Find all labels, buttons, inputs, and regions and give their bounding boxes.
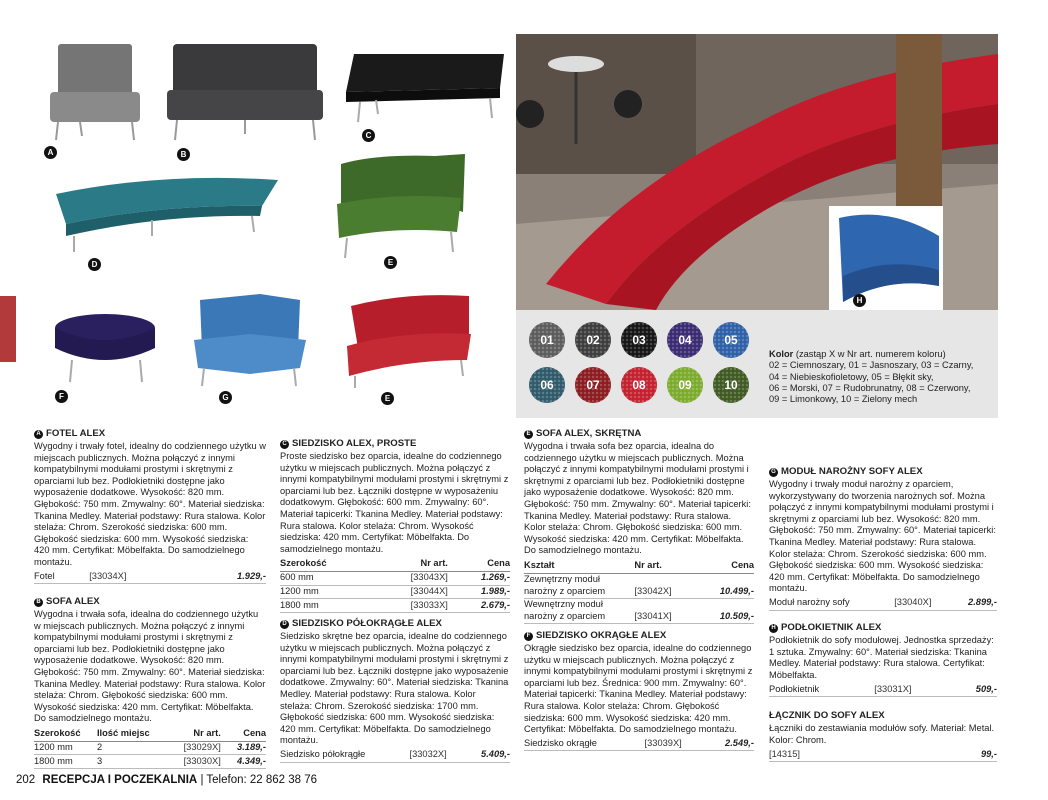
page-footer — [16, 774, 317, 786]
column-header: Nr art. — [634, 559, 696, 573]
letter-badge: F — [524, 632, 533, 641]
swatch-03: 03 — [621, 322, 657, 358]
cell-name: Siedzisko półokrągłe — [280, 749, 409, 762]
product-description: Wygodna i trwała sofa, idealna do codziennego użytku w miejscach publicznych. Można połączyć z innymi kompatybilnymi modułami prostymi i skrętnymi z oparciami lub bez. Podłokietniki dostępne jako wyposażenie dodatkowe. Wysokość: 820 mm. Głębokość: 750 mm. Zmywalny: 60°. Materiał siedziska: Tkanina Medley. Materiał podstawy: Rura stalowa. Kolor stelaża: Chrom. Głębokość siedziska: 600 mm. Wysokość siedziska: 420 mm. Certyfikat: Möbelfakta. Do samodzielnego montażu. — [34, 609, 266, 724]
badge-b: B — [177, 148, 190, 161]
product-image-c-bench — [340, 48, 510, 128]
product-image-g-corner-module — [190, 290, 310, 390]
table-row — [769, 597, 997, 610]
cell-art: [33029X] — [168, 741, 227, 755]
cell-width: 1800 mm — [280, 599, 370, 613]
column-header: Ilość miejsc — [97, 727, 168, 741]
cell-art: [33041X] — [634, 598, 696, 623]
cell-art: [33030X] — [168, 755, 227, 769]
cell-price: 99,- — [919, 748, 997, 761]
badge-d: D — [88, 258, 101, 271]
cell-price: 2.679,- — [454, 599, 510, 613]
section-name: RECEPCJA I POCZEKALNIA — [42, 774, 198, 786]
swatch-08: 08 — [621, 367, 657, 403]
color-legend-line: 04 = Niebieskofioletowy, 05 = Błękit sky, — [769, 371, 934, 382]
cell-price: 10.499,- — [697, 573, 754, 598]
column-header: Cena — [697, 559, 754, 573]
product-description: Okrągłe siedzisko bez oparcia, idealne do codziennego użytku w miejscach publicznych. Można połączyć z innymi kompatybilnymi modułami prostymi i skrętnymi z oparciami lub bez. Średnica: 900 mm. Zmywalny: 60°. Materiał tapicerki: Tkanina Medley. Materiał podstawy: Rura stalowa. Kolor stelaża: Chrom. Głębokość siedziska: 600 mm. Wysokość siedziska: 420 mm. Certyfikat: Möbelfakta. Do samodzielnego montażu. — [524, 643, 753, 735]
cell-price: 1.269,- — [454, 571, 510, 585]
price-table — [769, 597, 997, 611]
product-block-connector — [769, 710, 997, 762]
page-number: 202 — [16, 774, 36, 786]
cell-price: 10.509,- — [697, 598, 754, 623]
letter-badge: A — [34, 430, 43, 439]
cell-name: Fotel — [34, 571, 89, 584]
swatch-09: 09 — [667, 367, 703, 403]
table-row — [524, 738, 754, 751]
table-row — [769, 748, 997, 761]
letter-badge: H — [769, 624, 778, 633]
section-tab — [0, 296, 16, 362]
product-title: MODUŁ NAROŻNY SOFY ALEX — [781, 466, 923, 477]
product-description: Wygodny i trwały fotel, idealny do codziennego użytku w miejscach publicznych. Można połączyć z innymi kompatybilnymi modułami prostymi i skrętnymi z oparciami lub bez. Podłokietniki dostępne jako wyposażenie dodatkowe. Wysokość: 820 mm. Głębokość: 750 mm. Zmywalny: 60°. Materiał siedziska: Tkanina Medley. Materiał podstawy: Rura stalowa. Kolor stelaża: Chrom. Szerokość siedziska: 600 mm. Głębokość siedziska: 600 mm. Wysokość siedziska: 420 mm. Certyfikat: Möbelfakta. Do samodzielnego montażu. — [34, 441, 266, 567]
column-header: Szerokość — [34, 727, 97, 741]
letter-badge: G — [769, 468, 778, 477]
cell-width: 1800 mm — [34, 755, 97, 769]
cell-name: Siedzisko okrągłe — [524, 738, 645, 751]
color-legend-line: 09 = Limonkowy, 10 = Zielony mech — [769, 394, 918, 405]
cell-price: 5.409,- — [466, 749, 510, 762]
price-table — [769, 683, 997, 697]
product-title: SIEDZISKO PÓŁOKRĄGŁE ALEX — [292, 618, 442, 629]
price-table — [34, 727, 266, 769]
product-image-e-curved-sofa-green — [335, 152, 470, 262]
price-table — [769, 748, 997, 762]
color-legend-label: Kolor — [769, 349, 794, 359]
color-legend-line: 02 = Ciemnoszary, 01 = Jasnoszary, 03 = Czarny, — [769, 360, 974, 371]
badge-g: G — [219, 391, 232, 404]
column-header: Nr art. — [370, 557, 454, 571]
cell-price: 1.989,- — [454, 585, 510, 599]
color-legend — [769, 349, 989, 405]
cell-price: 3.189,- — [227, 741, 266, 755]
cell-price: 4.349,- — [227, 755, 266, 769]
table-row — [280, 571, 510, 585]
price-table — [34, 571, 266, 585]
letter-badge: B — [34, 598, 43, 607]
cell-seats: 3 — [97, 755, 168, 769]
product-block-f — [524, 630, 754, 751]
cell-name: Moduł narożny sofy — [769, 597, 894, 610]
price-table — [280, 749, 510, 763]
cell-art: [33042X] — [634, 573, 696, 598]
product-block-e — [524, 428, 754, 624]
cell-art: [33033X] — [370, 599, 454, 613]
price-table — [524, 738, 754, 752]
product-title: PODŁOKIETNIK ALEX — [781, 622, 882, 633]
table-row — [34, 755, 266, 769]
cell-price: 2.549,- — [706, 738, 754, 751]
cell-width: 600 mm — [280, 571, 370, 585]
column-header: Nr art. — [168, 727, 227, 741]
letter-badge: E — [524, 430, 533, 439]
badge-e-bottom: E — [381, 392, 394, 405]
cell-price: 2.899,- — [952, 597, 997, 610]
cell-art: [33032X] — [409, 749, 466, 762]
product-block-c — [280, 438, 510, 613]
badge-a: A — [44, 146, 57, 159]
price-table — [280, 557, 510, 612]
cell-width: 1200 mm — [280, 585, 370, 599]
product-description: Wygodna i trwała sofa bez oparcia, idealna do codziennego użytku w miejscach publicznych. Można połączyć z innymi kompatybilnymi modułami prostymi i skrętnymi z oparciami lub bez. Podłokietniki dostępne jako wyposażenie dodatkowe. Wysokość: 820 mm. Głębokość: 750 mm. Zmywalny: 60°. Materiał tapicerki: Tkanina Medley. Materiał podstawy: Rura stalowa. Kolor stelaża: Chrom. Głębokość siedziska: 600 mm. Wysokość siedziska: 420 mm. Certyfikat: Möbelfakta. Do samodzielnego montażu. — [524, 441, 751, 556]
product-title: SOFA ALEX — [46, 596, 100, 607]
badge-f: F — [55, 390, 68, 403]
cell-name: Podłokietnik — [769, 683, 874, 696]
product-block-d — [280, 618, 510, 763]
cell-art: [14315] — [769, 748, 919, 761]
product-image-d-curved-bench — [52, 176, 282, 256]
badge-h: H — [853, 294, 866, 307]
column-header: Cena — [454, 557, 510, 571]
table-row — [280, 749, 510, 762]
table-row — [769, 683, 997, 696]
product-block-b — [34, 596, 266, 769]
cell-name: Zewnętrzny moduł narożny z oparciem — [524, 573, 634, 598]
cell-art: [33039X] — [645, 738, 707, 751]
swatch-04: 04 — [667, 322, 703, 358]
product-image-e-curved-sofa-red — [345, 290, 475, 390]
badge-e-top: E — [384, 256, 397, 269]
cell-width: 1200 mm — [34, 741, 97, 755]
product-image-f-round-seat — [50, 310, 160, 390]
cell-art: [33031X] — [874, 683, 952, 696]
color-legend-line: 06 = Morski, 07 = Rudobrunatny, 08 = Czerwony, — [769, 382, 971, 393]
cell-seats: 2 — [97, 741, 168, 755]
cell-art: [33043X] — [370, 571, 454, 585]
table-row — [280, 599, 510, 613]
swatch-06: 06 — [529, 367, 565, 403]
table-row — [34, 741, 266, 755]
product-description: Podłokietnik do sofy modułowej. Jednostka sprzedaży: 1 sztuka. Zmywalny: 60°. Materiał siedziska: Tkanina Medley. Materiał podstawy: Rura stalowa. Certyfikat: Möbelfakta. — [769, 635, 994, 680]
color-legend-hint: (zastąp X w Nr art. numerem koloru) — [795, 349, 946, 359]
product-block-a — [34, 428, 266, 584]
letter-badge: D — [280, 620, 289, 629]
swatch-01: 01 — [529, 322, 565, 358]
footer-phone: | Telefon: 22 862 38 76 — [200, 774, 318, 786]
product-description: Łączniki do zestawiania modułów sofy. Materiał: Metal. Kolor: Chrom. — [769, 723, 995, 745]
product-description: Siedzisko skrętne bez oparcia, idealne do codziennego użytku w miejscach publicznych. Można połączyć z innymi kompatybilnymi modułami prostymi i skrętnymi z oparciami lub bez. Łączniki dostępne jako wyposażenie dodatkowe. Zmywalny: 60°. Materiał siedziska: Tkanina Medley. Materiał podstawy: Rura stalowa. Kolor stelaża: Chrom. Szerokość siedziska: 1700 mm. Głębokość siedziska: 600 mm. Wysokość siedziska: 420 mm. Certyfikat: Möbelfakta. Do samodzielnego montażu. — [280, 631, 509, 746]
product-title: FOTEL ALEX — [46, 428, 106, 439]
swatch-05: 05 — [713, 322, 749, 358]
product-title: SOFA ALEX, SKRĘTNA — [536, 428, 642, 439]
swatch-02: 02 — [575, 322, 611, 358]
product-description: Wygodny i trwały moduł narożny z oparciem, wykorzystywany do tworzenia narożnych sof. Można połączyć z innymi kompatybilnymi modułami prostymi i skrętnymi z oparciami lub bez. Wysokość: 820 mm. Głębokość: 750 mm. Zmywalny: 60°. Materiał tapicerki: Tkanina Medley. Materiał podstawy: Rura stalowa. Kolor stelaża: Chrom. Szerokość siedziska: 600 mm. Głębokość siedziska: 600 mm. Wysokość siedziska: 420 mm. Certyfikat: Möbelfakta. Do samodzielnego montażu. — [769, 479, 996, 594]
badge-c: C — [362, 129, 375, 142]
table-row — [524, 573, 754, 598]
product-title: SIEDZISKO ALEX, PROSTE — [292, 438, 417, 449]
table-row — [34, 571, 266, 584]
cell-price: 509,- — [952, 683, 997, 696]
product-title: ŁĄCZNIK DO SOFY ALEX — [769, 710, 885, 721]
product-description: Proste siedzisko bez oparcia, idealne do codziennego użytku w miejscach publicznych. Można połączyć z innymi kompatybilnymi modułami prostymi i skrętnymi z oparciami lub bez. Łączniki dostępne w wyposażeniu dodatkowym. Głębokość: 600 mm. Zmywalny: 60°. Materiał tapicerki: Tkanina Medley. Materiał podstawy: Rura stalowa. Kolor stelaża: Chrom. Wysokość siedziska: 420 mm. Certyfikat: Möbelfakta. Do samodzielnego montażu. — [280, 451, 509, 554]
cell-art: [33044X] — [370, 585, 454, 599]
product-block-g — [769, 466, 997, 611]
column-header: Cena — [227, 727, 266, 741]
swatch-10: 10 — [713, 367, 749, 403]
table-row — [524, 598, 754, 623]
column-header: Kształt — [524, 559, 634, 573]
cell-art: [33034X] — [89, 571, 188, 584]
product-block-h — [769, 622, 997, 697]
product-title: SIEDZISKO OKRĄGŁE ALEX — [536, 630, 667, 641]
product-image-b-sofa — [165, 40, 325, 145]
column-header: Szerokość — [280, 557, 370, 571]
table-row — [280, 585, 510, 599]
cell-name: Wewnętrzny moduł narożny z oparciem — [524, 598, 634, 623]
price-table — [524, 559, 754, 624]
swatch-07: 07 — [575, 367, 611, 403]
cell-price: 1.929,- — [189, 571, 266, 584]
inset-image-h-armrest — [829, 206, 943, 310]
letter-badge: C — [280, 440, 289, 449]
product-image-a-armchair — [40, 40, 150, 145]
cell-art: [33040X] — [894, 597, 952, 610]
